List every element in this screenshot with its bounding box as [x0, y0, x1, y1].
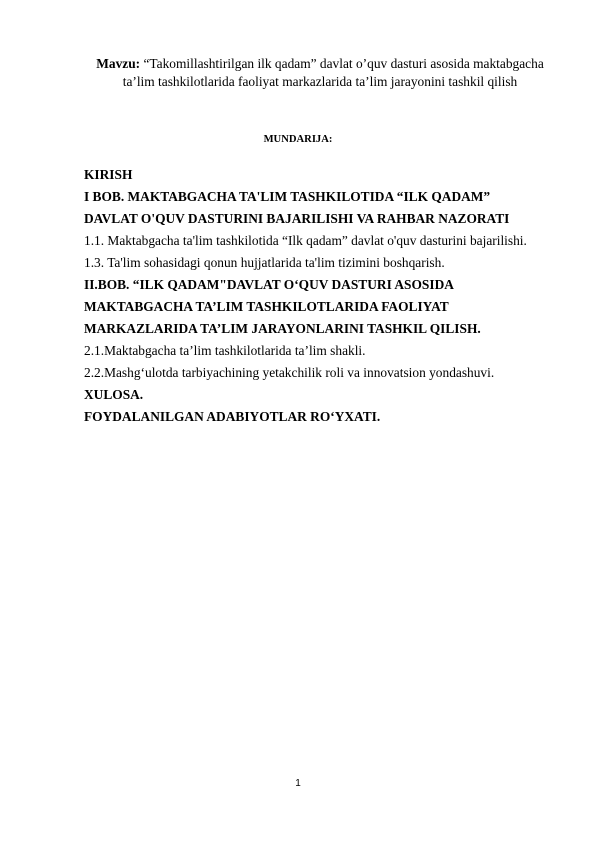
topic-label: Mavzu:: [96, 56, 141, 71]
toc-entry: XULOSA.: [84, 387, 144, 402]
page-number: 1: [295, 778, 301, 789]
toc-entry: 2.1.Maktabgacha ta’lim tashkilotlarida ta’lim shakli.: [84, 343, 366, 358]
contents-heading: MUNDARIJA:: [263, 134, 333, 145]
toc-entry: 1.1. Maktabgacha ta'lim tashkilotida “Ilk qadam” davlat o'quv dasturini bajarilishi.: [84, 233, 527, 248]
toc-entry: II.BOB. “ILK QADAM"DAVLAT O‘QUV DASTURI ASOSIDA: [84, 277, 454, 292]
toc-entry: 1.3. Ta'lim sohasidagi qonun hujjatlarida ta'lim tizimini boshqarish.: [84, 255, 445, 270]
toc-entry: I BOB. MAKTABGACHA TA'LIM TASHKILOTIDA “ILK QADAM”: [84, 189, 491, 204]
topic-text: “Takomillashtirilgan ilk qadam” davlat o’quv dasturi asosida maktabgacha ta’lim tashkilotlarida faoliyat markazlarida ta’lim jarayonini tashkil qilish: [122, 56, 544, 89]
toc-entry: MAKTABGACHA TA’LIM TASHKILOTLARIDA FAOLIYAT: [84, 299, 449, 314]
toc-entry: DAVLAT O'QUV DASTURINI BAJARILISHI VA RAHBAR NAZORATI: [84, 211, 510, 226]
toc-entry: FOYDALANILGAN ADABIYOTLAR RO‘YXATI.: [84, 409, 381, 424]
document-topic: [84, 55, 556, 91]
table-of-contents: [84, 164, 564, 428]
toc-entry: KIRISH: [84, 167, 133, 182]
toc-entry: 2.2.Mashg‘ulotda tarbiyachining yetakchilik roli va innovatsion yondashuvi.: [84, 365, 495, 380]
toc-entry: MARKAZLARIDA TA’LIM JARAYONLARINI TASHKIL QILISH.: [84, 321, 481, 336]
